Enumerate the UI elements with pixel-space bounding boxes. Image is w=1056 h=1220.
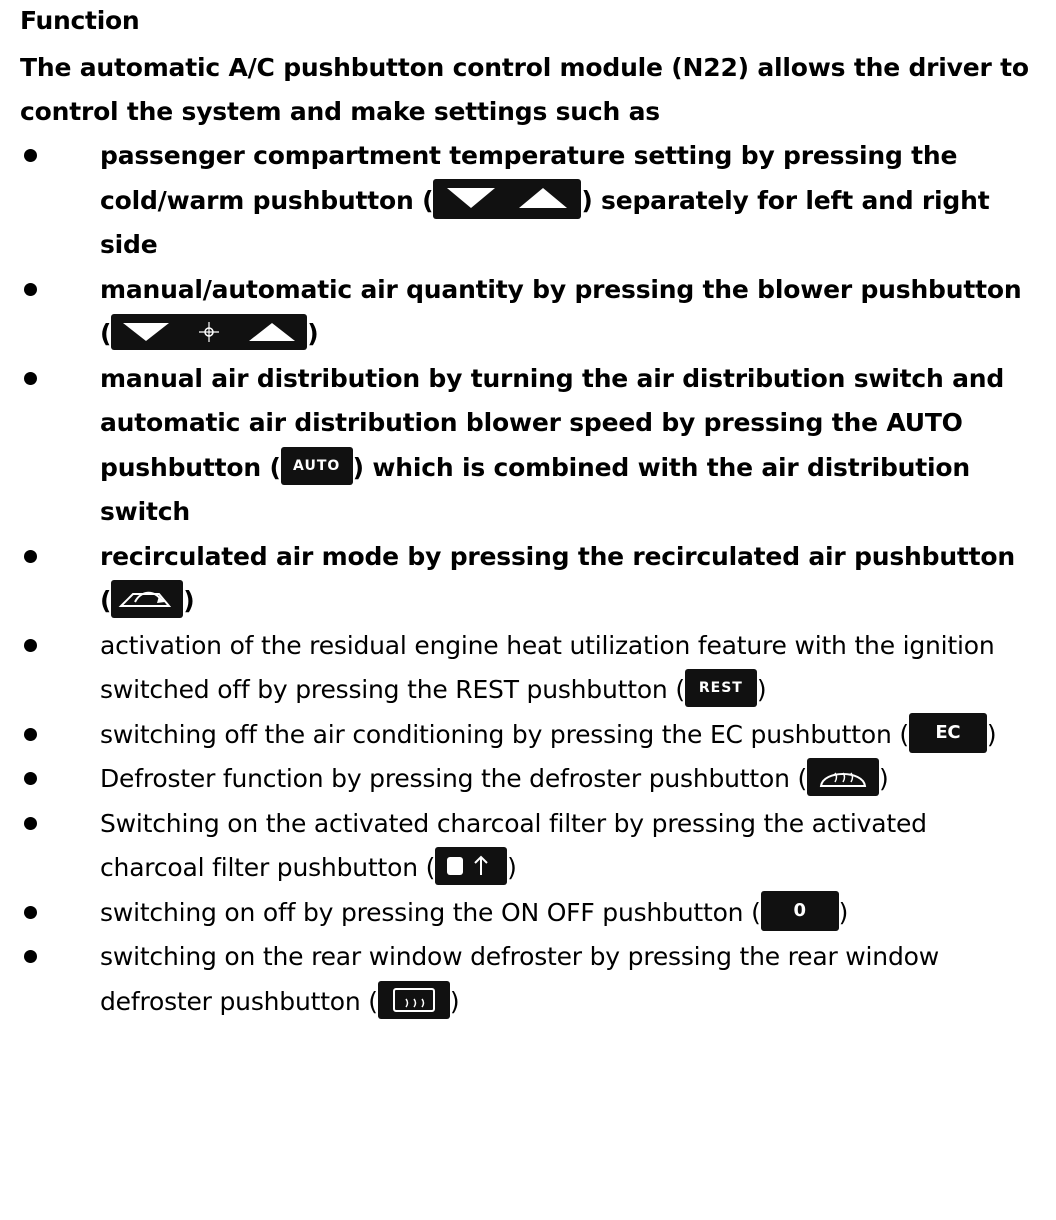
cold-warm-arrows-icon xyxy=(433,179,581,219)
auto-key: AUTO xyxy=(281,447,353,485)
bullet-icon xyxy=(24,817,37,830)
blower-arrows-icon xyxy=(111,314,307,350)
document-page xyxy=(20,0,1030,1024)
rest-key: REST xyxy=(685,669,757,707)
list-item-air-quantity: manual/automatic air quantity by pressing the blower pushbutton ( ) xyxy=(20,268,1030,357)
rear-window-defroster-icon xyxy=(378,981,450,1019)
list-item-charcoal-filter: Switching on the activated charcoal filter by pressing the activated charcoal filter pushbutton ( ) xyxy=(20,802,1030,891)
section-heading: Function xyxy=(20,6,140,35)
bullet-icon xyxy=(24,950,37,963)
list-item-on-off: switching on off by pressing the ON OFF pushbutton ( 0 ) xyxy=(20,891,1030,936)
list-item-rear-defroster: switching on the rear window defroster by pressing the rear window defroster pushbutton ( ) xyxy=(20,935,1030,1024)
list-item-air-distribution: manual air distribution by turning the air distribution switch and automatic air distribution blower speed by pressing the AUTO pushbutton ( AUTO ) which is combined with the air distribution switch xyxy=(20,357,1030,535)
bullet-icon xyxy=(24,372,37,385)
intro-paragraph: The automatic A/C pushbutton control module (N22) allows the driver to control the system and make settings such as xyxy=(20,53,1029,126)
bullet-icon xyxy=(24,728,37,741)
ec-key: EC xyxy=(909,713,987,753)
defroster-icon xyxy=(807,758,879,796)
bullet-icon xyxy=(24,149,37,162)
on-off-key: 0 xyxy=(761,891,839,931)
bullet-icon xyxy=(24,906,37,919)
bullet-icon xyxy=(24,639,37,652)
list-item-ec: switching off the air conditioning by pressing the EC pushbutton ( EC ) xyxy=(20,713,1030,758)
settings-list xyxy=(20,134,1030,1024)
recirculated-air-icon xyxy=(111,580,183,618)
bullet-icon xyxy=(24,550,37,563)
charcoal-filter-icon xyxy=(435,847,507,885)
bullet-icon xyxy=(24,772,37,785)
list-item-temperature: passenger compartment temperature setting by pressing the cold/warm pushbutton ( ) separately for left and right side xyxy=(20,134,1030,268)
bullet-icon xyxy=(24,283,37,296)
list-item-recirculated-air: recirculated air mode by pressing the recirculated air pushbutton ( ) xyxy=(20,535,1030,624)
list-item-defroster: Defroster function by pressing the defroster pushbutton ( ) xyxy=(20,757,1030,802)
list-item-residual-heat: activation of the residual engine heat utilization feature with the ignition switched off by pressing the REST pushbutton ( REST ) xyxy=(20,624,1030,713)
